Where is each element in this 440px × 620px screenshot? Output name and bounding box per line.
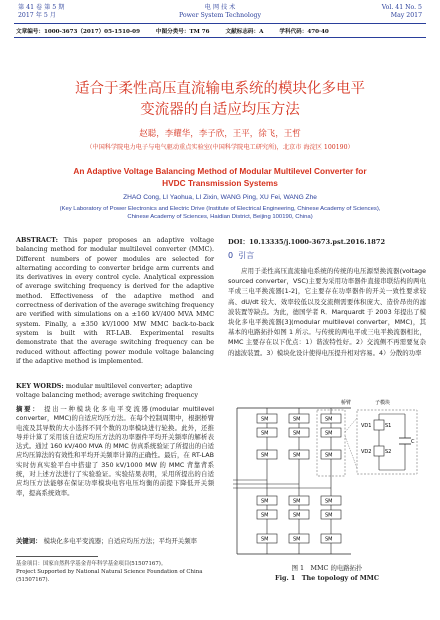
subject-code: 学科代码：470·40 bbox=[279, 29, 329, 35]
sm-label: SM bbox=[325, 430, 333, 437]
bridge-arm-label: 桥臂 bbox=[341, 400, 352, 406]
abstract-cn bbox=[16, 405, 214, 498]
vd2-label: VD2 bbox=[361, 449, 372, 455]
sub-module-detail bbox=[345, 410, 417, 474]
title-cn-line2: 变流器的自适应均压方法 bbox=[140, 102, 300, 118]
intro-paragraph: 应用于柔性高压直流输电系统的传统的电压源型换流器(voltage sourced converter，VSC)主要为采用功率器件直接串联结构的两电平或三电平换流器[1-2]，它主要存在功率器件的开关一致性要求较高、dU/dt 较大、效率较低以及交流侧需要体积庞大、造价昂贵的滤波装置等缺点。为此，德国学者 R．Marquardt 于 2003 年提出了模块化多电平换流器[3](modular multilevel converter，MMC)，其基本的电路拓扑如图 1 所示。与传统的两电平或三电平换流器相比，MMC 主要存在以下优点：1）谐波特性好。2）交流侧不再需要复杂的滤波装置。3）模块化设计使得电压提升相对容易。4）分散的功率 bbox=[228, 267, 426, 357]
date-cn: 2017 年 5 月 bbox=[18, 12, 56, 19]
sm-label: SM bbox=[325, 416, 333, 423]
keywords-cn bbox=[16, 537, 214, 546]
affiliation-en-line1: (Key Laboratory of Power Electronics and Electric Drive (Institute of Electrical Engineering, Chinese Academy of Sciences), bbox=[59, 206, 381, 212]
keywords-en-text: modular multilevel converter; adaptive voltage balancing method; average switching frequency bbox=[16, 382, 198, 399]
section-number: 0 bbox=[228, 251, 234, 260]
doi-label: DOI： bbox=[228, 238, 250, 246]
journal-volume bbox=[382, 4, 422, 20]
abstract-en-text: This paper proposes an adaptive voltage balancing method for modular multilevel converter (MMC). Different numbers of power modules are selected for alternating according to converter bridge arm currents and its derivatives in every control cycle. Analytical expression of average switching frequency is derived for the adaptive method. Effectiveness of the adaptive method and correctness of derivation of the average switching frequency are verified with simulations on a ±160 kV/400 MVA MMC system. Finally, a ±350 kV/1000 MW MMC back-to-back system is built with RT-LAB. Experimental results demonstrate that the average switching frequency can be reduced without affecting power module voltage balancing if the adaptive method is implemented. bbox=[16, 236, 214, 365]
sm-label: SM bbox=[261, 536, 269, 543]
header-rule bbox=[14, 23, 426, 24]
phase-leg-c bbox=[233, 408, 341, 554]
keywords-cn-text: 模块化多电平变流器；自适应均压方法；平均开关频率 bbox=[43, 537, 197, 545]
journal-name-cn: 电 网 技 术 bbox=[204, 4, 236, 11]
issue-cn: 第 41 卷 第 5 期 bbox=[18, 4, 65, 11]
sm-label: SM bbox=[261, 512, 269, 519]
authors-en: ZHAO Cong, LI Yaohua, LI Zixin, WANG Ping, XU Fei, WANG Zhe bbox=[123, 194, 317, 201]
sm-label: SM bbox=[261, 452, 269, 459]
sm-label: SM bbox=[293, 536, 301, 543]
fund-footnote bbox=[16, 560, 214, 584]
section-title: 引言 bbox=[238, 251, 255, 260]
figure-caption-en: Fig. 1 The topology of MMC bbox=[275, 574, 379, 582]
fund-en-line2: (51507167). bbox=[16, 577, 50, 583]
sm-label: SM bbox=[325, 452, 333, 459]
document-code: 文献标志码：A bbox=[225, 29, 264, 35]
sm-label: SM bbox=[261, 430, 269, 437]
capacitor-label: C bbox=[411, 439, 415, 445]
meta-rule bbox=[14, 37, 426, 38]
sub-module-label: 子模块 bbox=[375, 400, 391, 406]
keywords-cn-label: 关键词： bbox=[16, 537, 42, 545]
abstract-en bbox=[16, 236, 214, 366]
article-meta bbox=[16, 27, 426, 35]
sm-label: SM bbox=[325, 498, 333, 505]
abstract-en-label: ABSTRACT: bbox=[16, 236, 58, 244]
keywords-en-label: KEY WORDS: bbox=[16, 382, 64, 390]
sm-label: SM bbox=[293, 512, 301, 519]
keywords-en bbox=[16, 382, 214, 400]
clc-number: 中图分类号：TM 76 bbox=[155, 29, 210, 35]
section-heading bbox=[228, 250, 426, 261]
sm-label: SM bbox=[261, 416, 269, 423]
footnote-rule bbox=[16, 556, 98, 557]
fund-en-line1: Project Supported by National Natural Science Foundation of China bbox=[16, 569, 203, 575]
fund-cn: 基金项目：国家自然科学基金青年科学基金项目(51507167)。 bbox=[16, 561, 167, 567]
title-en-line2: HVDC Transmission Systems bbox=[162, 178, 278, 188]
article-number: 文章编号：1000-3673（2017）05-1510-09 bbox=[16, 29, 140, 35]
authors-cn: 赵聪，李耀华，李子欣，王平，徐飞，王哲 bbox=[139, 129, 301, 139]
phase-leg-a bbox=[233, 408, 277, 554]
journal-name-en: Power System Technology bbox=[178, 12, 262, 19]
sm-label: SM bbox=[293, 430, 301, 437]
vd1-label: VD1 bbox=[361, 423, 372, 429]
title-en-line1: An Adaptive Voltage Balancing Method of Modular Multilevel Converter for bbox=[73, 166, 367, 176]
title-cn-line1: 适合于柔性高压直流输电系统的模块化多电平 bbox=[75, 81, 365, 97]
affiliation-cn: （中国科学院电力电子与电气驱动重点实验室(中国科学院电工研究所)，北京市 海淀区 100190） bbox=[86, 144, 354, 151]
journal-name bbox=[0, 4, 440, 20]
doi bbox=[228, 236, 426, 246]
doi-value: 10.13335/j.1000-3673.pst.2016.1872 bbox=[249, 238, 386, 246]
date-en: May 2017 bbox=[390, 12, 422, 19]
s1-label: S1 bbox=[385, 423, 392, 429]
affiliation-en-line2: Chinese Academy of Sciences, Haidian District, Beijing 100190, China) bbox=[127, 214, 313, 220]
sm-label: SM bbox=[261, 498, 269, 505]
figure-caption-cn: 图 1 MMC 的电路拓扑 bbox=[291, 564, 363, 572]
mmc-topology-figure bbox=[233, 398, 421, 560]
s2-label: S2 bbox=[385, 449, 392, 455]
abstract-cn-label: 摘要： bbox=[16, 405, 41, 413]
sm-label: SM bbox=[293, 416, 301, 423]
abstract-cn-text: 提出一种模块化多电平变流器(modular multilevel converter，MMC)的自适应均压方法。在每个控制周期中，根据桥臂电流及其导数的大小选择不同个数的功率模块进行轮换。此外，还推导并计算了采用该自适应均压方法的功率器件平均开关频率的解析表达式。通过 160 kV/400 MVA 的 MMC 仿真系统验证了所提出的自适应均压算法的有效性和平均开关频率计算的正确性。最后，在 RT-LAB 实时仿真实验平台中搭建了 350 kV/1000 MW 的 MMC 背靠背系统，对上述方法进行了实验验证。实验结果表明，采用所提出的自适应均压方法能够在保证功率模块电容电压均衡的前提下降低开关频率，提高系统效率。 bbox=[16, 405, 214, 497]
volume-en: Vol. 41 No. 5 bbox=[381, 4, 422, 11]
sm-label: SM bbox=[293, 452, 301, 459]
sm-label: SM bbox=[293, 498, 301, 505]
sm-label: SM bbox=[325, 536, 333, 543]
sm-label: SM bbox=[325, 512, 333, 519]
